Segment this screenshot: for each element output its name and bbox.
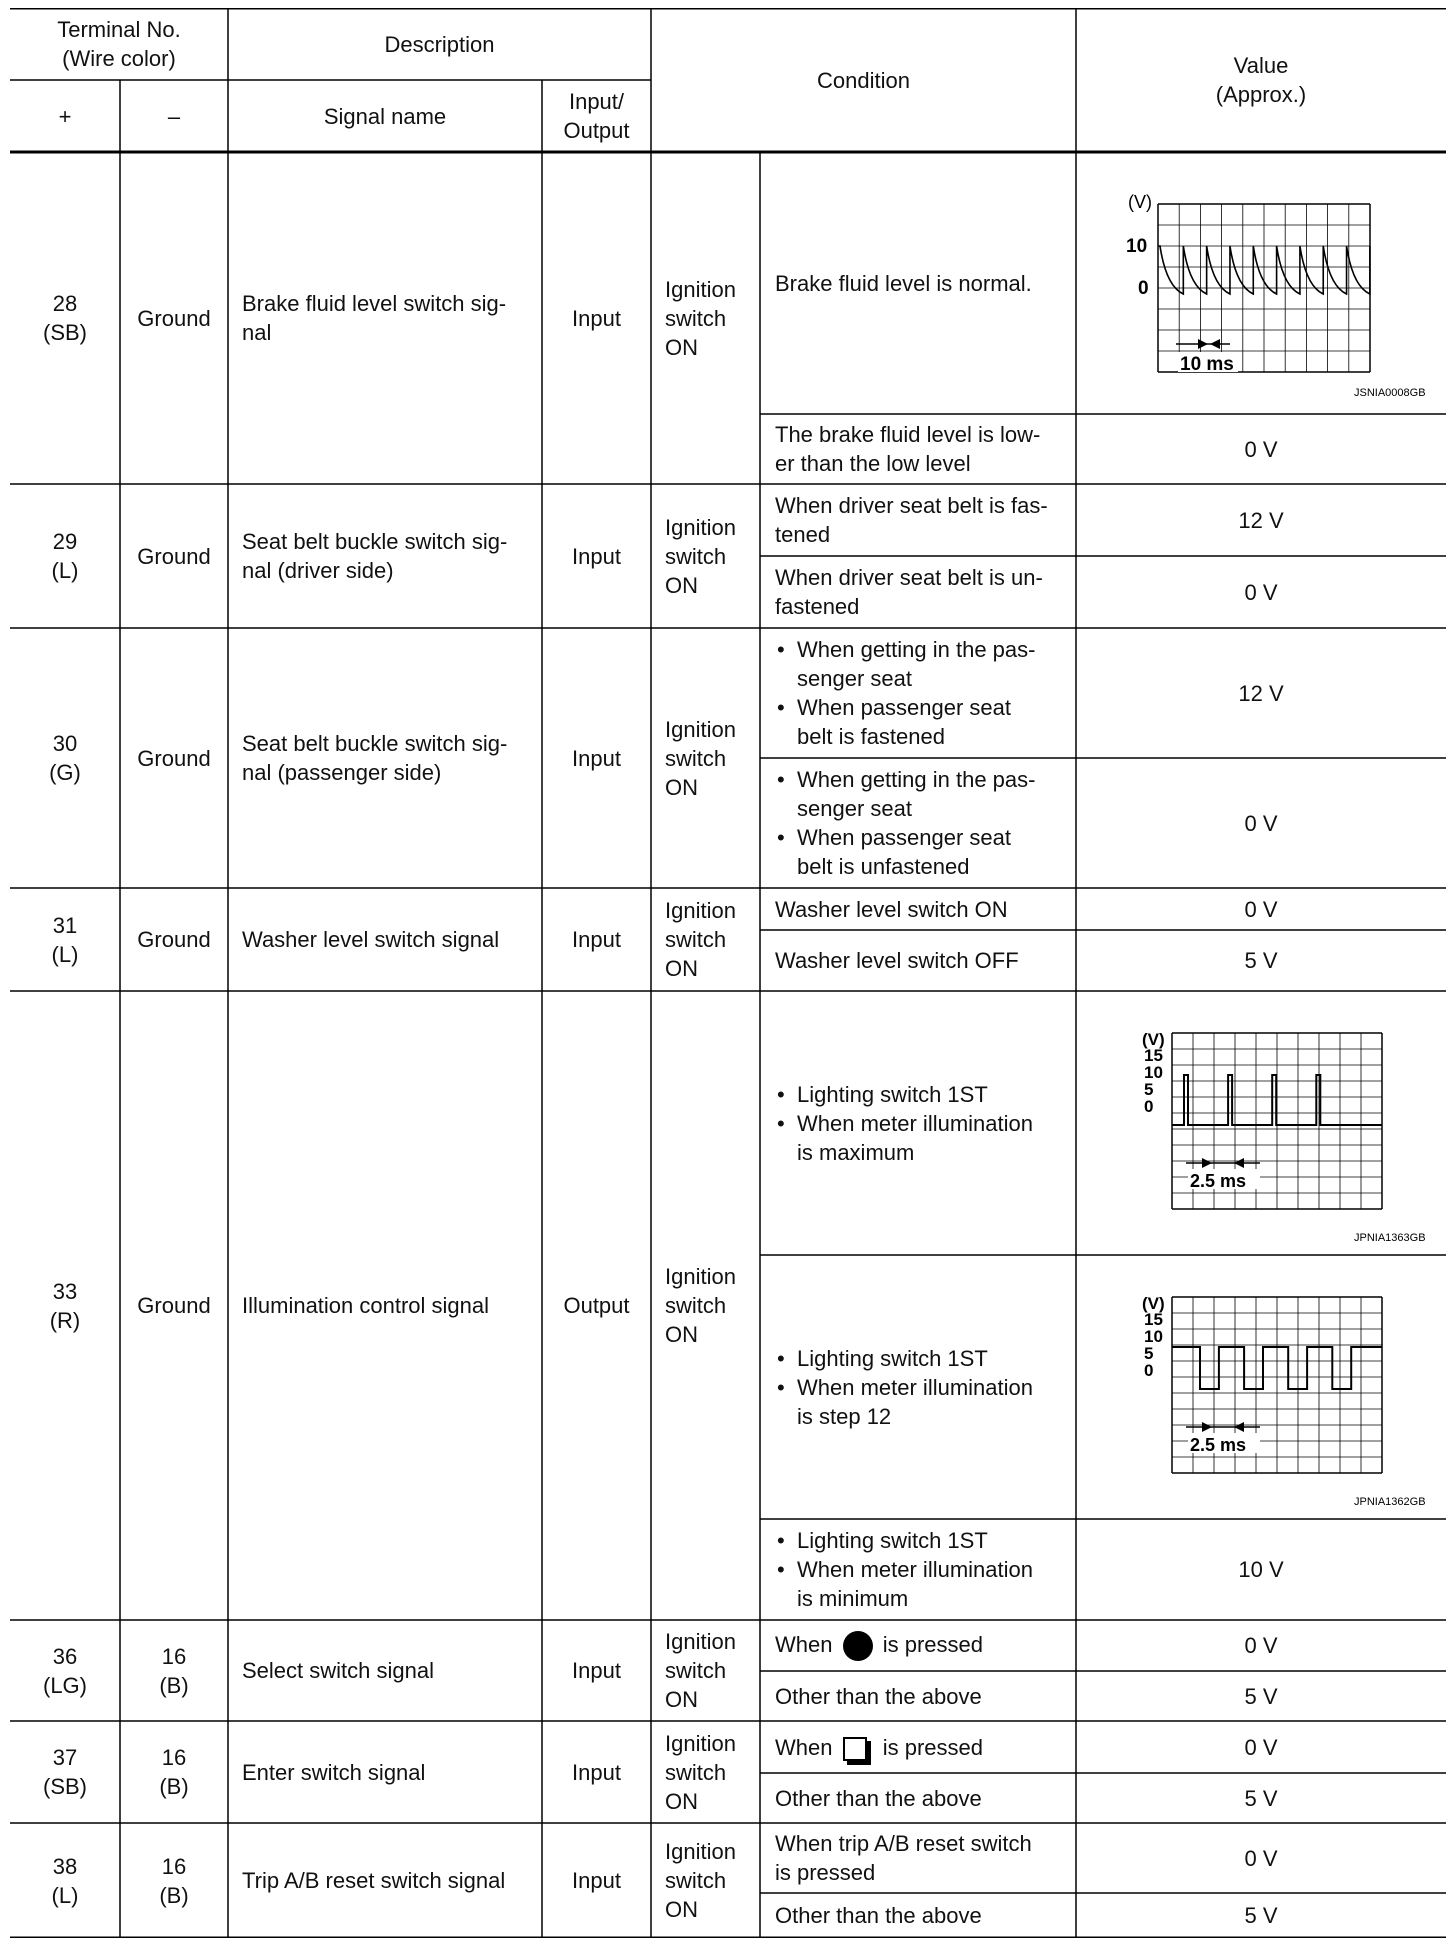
row-37-ignition-text: Ignition switch ON [665, 1730, 736, 1814]
row-30-ignition-text: Ignition switch ON [665, 716, 736, 800]
row-29-ignition [651, 484, 760, 628]
bullet-item: • When meter illumination is minimum [775, 1555, 1033, 1613]
row-37-condition-2 [760, 1773, 1076, 1823]
row-31-io-text: Input [572, 927, 621, 952]
row-31-signal-name-text: Washer level switch signal [242, 927, 500, 952]
row-28-signal-name-text: Brake fluid level switch sig- nal [242, 291, 507, 345]
bullet-item: • When meter illumination is maximum [775, 1109, 1033, 1167]
row-31-value-1-text: 0 V [1244, 896, 1278, 922]
row-37-value-1-text: 0 V [1244, 1734, 1278, 1760]
row-38-ignition-text: Ignition switch ON [665, 1839, 736, 1922]
row-36-terminal-text: 36 (LG) [43, 1643, 87, 1698]
wave-tick-label: 10 [1126, 236, 1148, 257]
row-38-condition-1 [760, 1823, 1076, 1893]
header-minus [120, 80, 228, 152]
row-31-value-2 [1076, 930, 1446, 991]
row-29-ignition-text: Ignition switch ON [665, 514, 736, 598]
row-38-value-2-text: 5 V [1244, 1903, 1278, 1928]
header-plus-text: + [58, 103, 72, 129]
terminal-table [10, 8, 1446, 1938]
bullet-list [775, 765, 1035, 881]
row-31-condition-2 [760, 930, 1076, 991]
header-value [1076, 8, 1446, 152]
row-29-signal-name [228, 484, 542, 628]
row-37-value-1 [1076, 1721, 1446, 1773]
row-30-ignition [651, 628, 760, 888]
select-button-icon [843, 1631, 873, 1661]
row-38-ignition [651, 1823, 760, 1938]
wave-tick-label: 0 [1144, 1361, 1154, 1380]
row-28-value-2 [1076, 414, 1446, 484]
row-28-terminal-text: 28 (SB) [43, 291, 87, 345]
wave-arrow-head [1202, 1158, 1212, 1168]
header-terminal-text: Terminal No. (Wire color) [57, 17, 181, 71]
wave-arrow-head [1234, 1158, 1244, 1168]
row-37-signal-name-text: Enter switch signal [242, 1759, 426, 1785]
wave-period-label: 10 ms [1180, 354, 1234, 375]
header-signal-name-text: Signal name [323, 103, 447, 129]
bullet-item: • When meter illumination is step 12 [775, 1373, 1033, 1431]
wave-tick-label: 0 [1144, 1097, 1154, 1116]
row-33-condition-1-text [775, 1080, 1033, 1167]
row-37-condition-2-text: Other than the above [775, 1785, 982, 1811]
row-29-io [542, 484, 651, 628]
row-28-ignition [651, 152, 760, 484]
row-37-io-text: Input [572, 1759, 621, 1785]
row-36-value-1 [1076, 1620, 1446, 1671]
row-37-ignition [651, 1721, 760, 1823]
figure-code: JPNIA1363GB [1354, 1232, 1426, 1244]
row-36-condition-1 [760, 1620, 1076, 1671]
row-28-condition-2-text: The brake fluid level is low- er than the low level [775, 422, 1041, 476]
wave-arrow-head [1202, 1422, 1212, 1432]
row-30-io-text: Input [572, 745, 621, 771]
row-28-signal-name [228, 152, 542, 484]
row-36-condition-2-text: Other than the above [775, 1683, 982, 1709]
row-37-condition-1-text: When is pressed [775, 1734, 983, 1760]
wave-arrow-head [1198, 339, 1208, 349]
row-29-io-text: Input [572, 543, 621, 569]
row-28-ignition-text: Ignition switch ON [665, 276, 736, 360]
row-31-terminal [10, 888, 120, 991]
row-36-terminal [10, 1620, 120, 1721]
row-28-terminal [10, 152, 120, 484]
row-38-condition-2-text: Other than the above [775, 1903, 982, 1928]
row-29-ground-text: Ground [137, 543, 211, 569]
row-30-value-1-text: 12 V [1238, 680, 1284, 706]
row-28-io [542, 152, 651, 484]
row-28-ground [120, 152, 228, 484]
row-38-terminal-text: 38 (L) [51, 1853, 79, 1908]
wave-tick-label: 10 [1144, 1327, 1163, 1346]
row-30-condition-2-text [775, 765, 1035, 881]
row-36-signal-name [228, 1620, 542, 1721]
row-33-value-3 [1076, 1519, 1446, 1620]
row-29-condition-2-text: When driver seat belt is un- fastened [775, 565, 1043, 619]
wave-tick-label: 5 [1144, 1080, 1154, 1099]
row-31-signal-name [228, 888, 542, 991]
row-33-condition-2-text [775, 1344, 1033, 1431]
header-value-text: Value (Approx.) [1215, 53, 1307, 107]
row-33-signal-name-text: Illumination control signal [242, 1293, 490, 1318]
row-33-ignition-text: Ignition switch ON [665, 1264, 736, 1347]
row-38-ground [120, 1823, 228, 1938]
header-condition-text: Condition [817, 67, 910, 93]
row-28-condition-2 [760, 414, 1076, 484]
header-plus [10, 80, 120, 152]
row-38-ground-text: 16 (B) [159, 1853, 189, 1908]
row-36-ignition [651, 1620, 760, 1721]
row-37-terminal [10, 1721, 120, 1823]
row-29-terminal-text: 29 (L) [51, 529, 79, 583]
row-38-condition-1-text: When trip A/B reset switch is pressed [775, 1831, 1032, 1885]
row-37-value-2 [1076, 1773, 1446, 1823]
wave-tick-label: 5 [1144, 1344, 1154, 1363]
row-30-value-1 [1076, 628, 1446, 758]
row-36-io-text: Input [572, 1658, 621, 1683]
header-terminal [10, 8, 228, 80]
row-38-value-1 [1076, 1823, 1446, 1893]
row-31-terminal-text: 31 (L) [51, 912, 79, 967]
row-38-value-1-text: 0 V [1244, 1845, 1278, 1871]
row-31-value-2-text: 5 V [1244, 948, 1278, 973]
row-33-io-text: Output [563, 1293, 630, 1318]
wave-tick-label: 0 [1138, 278, 1149, 299]
row-31-condition-2-text: Washer level switch OFF [775, 948, 1019, 973]
header-input-output-text: Input/ Output [563, 89, 630, 143]
bullet-item: • When passenger seat belt is unfastened [775, 823, 1035, 881]
row-30-condition-1 [760, 628, 1076, 758]
row-37-terminal-text: 37 (SB) [43, 1745, 87, 1799]
wave-period-label: 2.5 ms [1190, 1171, 1247, 1191]
row-37-io [542, 1721, 651, 1823]
row-33-ground [120, 991, 228, 1620]
row-37-condition-1 [760, 1721, 1076, 1773]
header-input-output [542, 80, 651, 152]
bullet-item: • When passenger seat belt is fastened [775, 693, 1035, 751]
row-37-signal-name [228, 1721, 542, 1823]
wave-arrow-head [1234, 1422, 1244, 1432]
header-minus-text: – [167, 103, 181, 129]
header-description-text: Description [384, 31, 495, 57]
row-38-condition-2 [760, 1893, 1076, 1938]
row-30-value-2 [1076, 758, 1446, 888]
row-33-condition-3-text [775, 1526, 1033, 1613]
row-36-condition-1-text: When is pressed [775, 1630, 983, 1661]
row-33-value-3-text: 10 V [1238, 1557, 1284, 1582]
row-37-ground-text: 16 (B) [159, 1745, 189, 1799]
row-33-condition-2 [760, 1255, 1076, 1519]
wave-tick-label: 15 [1144, 1310, 1163, 1329]
row-31-condition-1-text: Washer level switch ON [775, 896, 1008, 922]
header-description [228, 8, 651, 80]
row-33-signal-name [228, 991, 542, 1620]
bullet-item: • Lighting switch 1ST [775, 1526, 1033, 1555]
bullet-item: • Lighting switch 1ST [775, 1080, 1033, 1109]
row-36-ground-text: 16 (B) [159, 1643, 189, 1698]
wave-signal-trace [1172, 1075, 1382, 1125]
row-29-value-1-text: 12 V [1238, 507, 1284, 533]
wave-period-label: 2.5 ms [1190, 1435, 1247, 1455]
row-36-signal-name-text: Select switch signal [242, 1658, 434, 1683]
row-33-terminal-text: 33 (R) [49, 1278, 81, 1333]
row-30-value-2-text: 0 V [1244, 810, 1278, 836]
row-38-signal-name [228, 1823, 542, 1938]
row-38-terminal [10, 1823, 120, 1938]
row-33-io [542, 991, 651, 1620]
waveform-brake [1076, 152, 1446, 414]
row-36-value-2-text: 5 V [1244, 1683, 1278, 1709]
row-28-value-2-text: 0 V [1244, 436, 1278, 462]
row-30-condition-2 [760, 758, 1076, 888]
row-31-ground [120, 888, 228, 991]
row-37-value-2-text: 5 V [1244, 1785, 1278, 1811]
bullet-list [775, 1080, 1033, 1167]
row-36-ground [120, 1620, 228, 1721]
row-30-ground [120, 628, 228, 888]
row-29-condition-2 [760, 556, 1076, 628]
row-29-condition-1-text: When driver seat belt is fas- tened [775, 493, 1048, 547]
row-29-value-2 [1076, 556, 1446, 628]
row-28-condition-1-text: Brake fluid level is normal. [775, 270, 1032, 296]
row-33-ground-text: Ground [137, 1293, 211, 1318]
bullet-list [775, 1344, 1033, 1431]
wave-tick-label: 10 [1144, 1063, 1163, 1082]
row-38-signal-name-text: Trip A/B reset switch signal [242, 1868, 506, 1893]
wave-unit-label: (V) [1142, 1294, 1165, 1313]
wave-unit-label: (V) [1128, 192, 1152, 212]
row-36-condition-2 [760, 1671, 1076, 1721]
bullet-item: • When getting in the pas- senger seat [775, 765, 1035, 823]
row-28-condition-1 [760, 152, 1076, 414]
row-37-ground [120, 1721, 228, 1823]
enter-button-icon [843, 1737, 867, 1761]
header-signal-name [228, 80, 542, 152]
row-38-io [542, 1823, 651, 1938]
wave-unit-label: (V) [1142, 1030, 1165, 1049]
bullet-item: • Lighting switch 1ST [775, 1344, 1033, 1373]
row-29-terminal [10, 484, 120, 628]
row-33-ignition [651, 991, 760, 1620]
figure-code: JPNIA1362GB [1354, 1496, 1426, 1508]
row-30-condition-1-text [775, 635, 1035, 751]
row-29-condition-1 [760, 484, 1076, 556]
row-33-terminal [10, 991, 120, 1620]
row-38-io-text: Input [572, 1868, 621, 1893]
row-36-ignition-text: Ignition switch ON [665, 1629, 736, 1712]
row-31-io [542, 888, 651, 991]
row-31-ground-text: Ground [137, 927, 211, 952]
row-30-terminal-text: 30 (G) [49, 731, 81, 785]
row-30-io [542, 628, 651, 888]
row-38-value-2 [1076, 1893, 1446, 1938]
wave-tick-label: 15 [1144, 1046, 1163, 1065]
row-31-ignition [651, 888, 760, 991]
waveform-illum_step [1076, 1255, 1446, 1519]
row-30-terminal [10, 628, 120, 888]
figure-code: JSNIA0008GB [1354, 387, 1426, 399]
row-29-value-1 [1076, 484, 1446, 556]
row-28-io-text: Input [572, 305, 621, 331]
bullet-list [775, 635, 1035, 751]
row-36-value-2 [1076, 1671, 1446, 1721]
row-29-value-2-text: 0 V [1244, 579, 1278, 605]
row-33-condition-1 [760, 991, 1076, 1255]
wave-arrow-head [1210, 339, 1220, 349]
row-28-ground-text: Ground [137, 305, 211, 331]
row-31-value-1 [1076, 888, 1446, 930]
bullet-item: • When getting in the pas- senger seat [775, 635, 1035, 693]
row-36-io [542, 1620, 651, 1721]
row-29-ground [120, 484, 228, 628]
row-33-condition-3 [760, 1519, 1076, 1620]
row-36-value-1-text: 0 V [1244, 1633, 1278, 1658]
row-31-condition-1 [760, 888, 1076, 930]
row-31-ignition-text: Ignition switch ON [665, 898, 736, 981]
waveform-illum_max [1076, 991, 1446, 1255]
header-condition [651, 8, 1076, 152]
bullet-list [775, 1526, 1033, 1613]
row-30-signal-name [228, 628, 542, 888]
row-30-signal-name-text: Seat belt buckle switch sig- nal (passenger side) [242, 731, 508, 785]
row-30-ground-text: Ground [137, 745, 211, 771]
row-29-signal-name-text: Seat belt buckle switch sig- nal (driver side) [242, 529, 508, 583]
